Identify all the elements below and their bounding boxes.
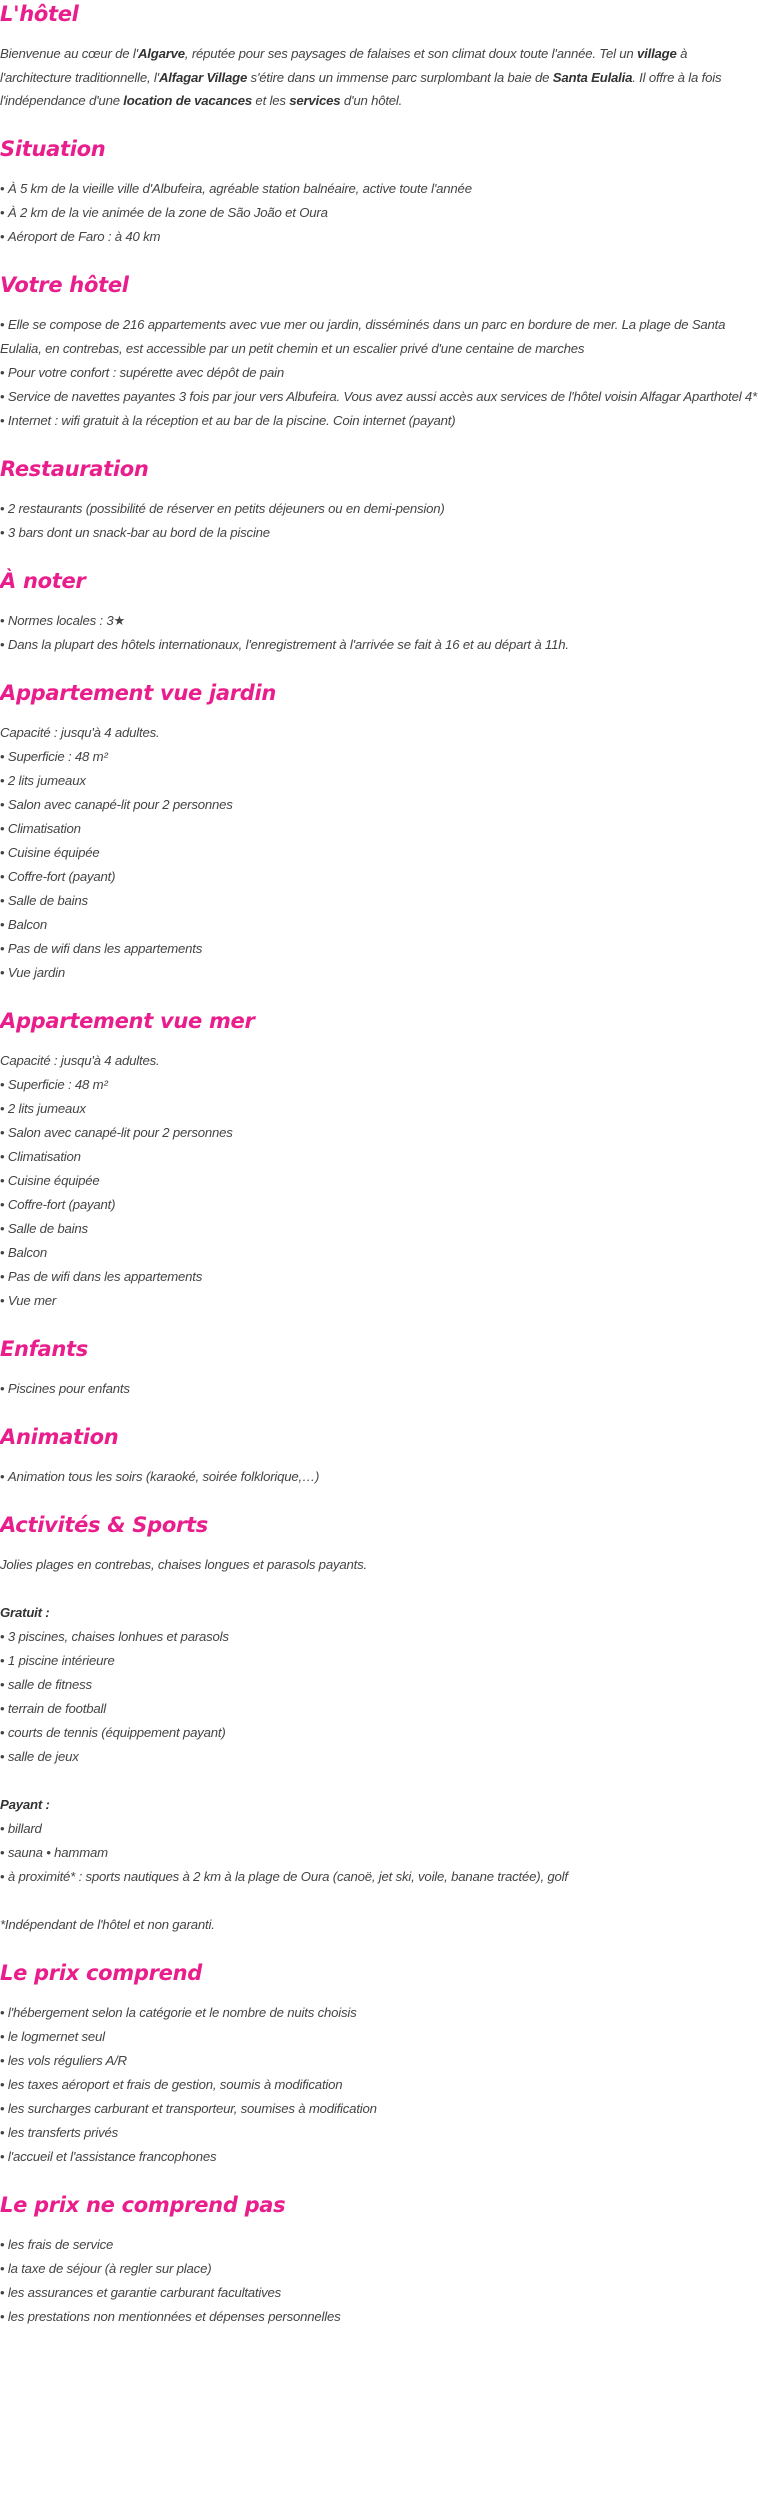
intro-highlight: Algarve (137, 46, 185, 61)
list-item: • Aéroport de Faro : à 40 km (0, 225, 758, 249)
prix-ne-comprend-pas-list (0, 2233, 758, 2329)
section-title-activites-sports: Activités & Sports (0, 1512, 208, 1537)
list-item: • billard (0, 1817, 758, 1841)
list-item: • 1 piscine intérieure (0, 1649, 758, 1673)
list-item: • Balcon (0, 913, 758, 937)
section-appartement-mer (0, 1007, 758, 1313)
list-item: • Salon avec canapé-lit pour 2 personnes (0, 793, 758, 817)
animation-list (0, 1465, 758, 1489)
section-activites-sports (0, 1511, 758, 1937)
list-item: • Coffre-fort (payant) (0, 865, 758, 889)
list-item: • 2 lits jumeaux (0, 1097, 758, 1121)
list-item: • terrain de football (0, 1697, 758, 1721)
section-enfants (0, 1335, 758, 1401)
list-item: • Salle de bains (0, 889, 758, 913)
list-item: • À 2 km de la vie animée de la zone de São João et Oura (0, 201, 758, 225)
appartement-jardin-list (0, 745, 758, 985)
hotel-intro (0, 42, 758, 113)
section-a-noter (0, 567, 758, 657)
list-item: • Elle se compose de 216 appartements avec vue mer ou jardin, disséminés dans un parc en bordure de mer. La plage de Santa Eulalia, en contrebas, est accessible par un petit chemin et un escalier privé d'une centaine de marches (0, 313, 758, 361)
activites-note: *Indépendant de l'hôtel et non garanti. (0, 1916, 215, 1932)
a-noter-list (0, 609, 758, 657)
intro-highlight: location de vacances (123, 93, 252, 108)
list-item: • Cuisine équipée (0, 1169, 758, 1193)
list-item: • À 5 km de la vieille ville d'Albufeira, agréable station balnéaire, active toute l'année (0, 177, 758, 201)
section-title-enfants: Enfants (0, 1336, 88, 1361)
list-item: • Normes locales : 3★ (0, 609, 758, 633)
list-item: • Superficie : 48 m² (0, 1073, 758, 1097)
section-title-hotel: L'hôtel (0, 2, 79, 26)
list-item: • Vue jardin (0, 961, 758, 985)
intro-highlight: services (289, 93, 341, 108)
list-item: • 2 lits jumeaux (0, 769, 758, 793)
list-item: • les transferts privés (0, 2121, 758, 2145)
list-item: • Pour votre confort : supérette avec dépôt de pain (0, 361, 758, 385)
restauration-list (0, 497, 758, 545)
intro-text-run: , réputée pour ses paysages de falaises et son climat doux toute l'année. Tel un (184, 46, 638, 61)
intro-text-run: d'un hôtel. (340, 93, 403, 108)
list-item: • la taxe de séjour (à regler sur place) (0, 2257, 758, 2281)
list-item: • les prestations non mentionnées et dépenses personnelles (0, 2305, 758, 2329)
gratuit-label: Gratuit : (0, 1604, 50, 1620)
section-title-situation: Situation (0, 136, 106, 161)
section-title-a-noter: À noter (0, 568, 86, 593)
list-item: • les taxes aéroport et frais de gestion, soumis à modification (0, 2073, 758, 2097)
list-item: • Animation tous les soirs (karaoké, soirée folklorique,…) (0, 1465, 758, 1489)
section-hotel (0, 0, 758, 113)
list-item: • Climatisation (0, 1145, 758, 1169)
intro-text-run: à l'architecture traditionnelle, l' (0, 46, 688, 85)
section-title-prix-ne-comprend-pas: Le prix ne comprend pas (0, 2192, 286, 2217)
hotel-intro-text (0, 42, 758, 113)
section-title-votre-hotel: Votre hôtel (0, 272, 129, 297)
intro-text-run: Bienvenue au cœur de l' (0, 46, 138, 61)
intro-highlight: village (637, 46, 677, 61)
section-title-prix-comprend: Le prix comprend (0, 1960, 202, 1985)
list-item: • 3 bars dont un snack-bar au bord de la piscine (0, 521, 758, 545)
intro-highlight: Santa Eulalia (552, 69, 633, 85)
list-item: • Climatisation (0, 817, 758, 841)
gratuit-list (0, 1625, 758, 1769)
list-item: • Dans la plupart des hôtels internationaux, l'enregistrement à l'arrivée se fait à 16 et au départ à 11h. (0, 633, 758, 657)
intro-highlight: Alfagar Village (158, 69, 248, 85)
section-title-appartement-mer: Appartement vue mer (0, 1008, 255, 1033)
section-situation (0, 135, 758, 249)
appartement-mer-list (0, 1073, 758, 1313)
intro-text-run: . Il offre à la fois l'indépendance d'une (0, 69, 722, 108)
intro-text-run: s'étire dans un immense parc surplombant la baie de (247, 69, 553, 85)
section-animation (0, 1423, 758, 1489)
list-item: • Coffre-fort (payant) (0, 1193, 758, 1217)
list-item: • Vue mer (0, 1289, 758, 1313)
list-item: • Cuisine équipée (0, 841, 758, 865)
list-item: • les vols réguliers A/R (0, 2049, 758, 2073)
list-item: • Service de navettes payantes 3 fois par jour vers Albufeira. Vous avez aussi accès aux services de l'hôtel voisin Alfagar Aparthotel 4* (0, 385, 758, 409)
list-item: • salle de jeux (0, 1745, 758, 1769)
payant-label: Payant : (0, 1796, 50, 1812)
list-item: • Salon avec canapé-lit pour 2 personnes (0, 1121, 758, 1145)
list-item: • Salle de bains (0, 1217, 758, 1241)
votre-hotel-list (0, 313, 758, 433)
list-item: • les surcharges carburant et transporteur, soumises à modification (0, 2097, 758, 2121)
list-item: • Balcon (0, 1241, 758, 1265)
enfants-list (0, 1377, 758, 1401)
section-prix-ne-comprend-pas (0, 2191, 758, 2329)
list-item: • les frais de service (0, 2233, 758, 2257)
section-restauration (0, 455, 758, 545)
prix-comprend-list (0, 2001, 758, 2169)
list-item: • sauna • hammam (0, 1841, 758, 1865)
section-title-animation: Animation (0, 1424, 119, 1449)
section-prix-comprend (0, 1959, 758, 2169)
list-item: • 2 restaurants (possibilité de réserver en petits déjeuners ou en demi-pension) (0, 497, 758, 521)
list-item: • l'accueil et l'assistance francophones (0, 2145, 758, 2169)
list-item: • l'hébergement selon la catégorie et le nombre de nuits choisis (0, 2001, 758, 2025)
section-title-appartement-jardin: Appartement vue jardin (0, 680, 277, 705)
list-item: • salle de fitness (0, 1673, 758, 1697)
section-title-restauration: Restauration (0, 456, 149, 481)
list-item: • Pas de wifi dans les appartements (0, 937, 758, 961)
list-item: • Pas de wifi dans les appartements (0, 1265, 758, 1289)
section-appartement-jardin (0, 679, 758, 985)
list-item: • courts de tennis (équippement payant) (0, 1721, 758, 1745)
capacity-text: Capacité : jusqu'à 4 adultes. (0, 1052, 160, 1068)
intro-text-run: et les (251, 93, 290, 108)
list-item: • Internet : wifi gratuit à la réception et au bar de la piscine. Coin internet (payant) (0, 409, 758, 433)
list-item: • à proximité* : sports nautiques à 2 km à la plage de Oura (canoë, jet ski, voile, banane tractée), golf (0, 1865, 758, 1889)
list-item: • le logmernet seul (0, 2025, 758, 2049)
activites-intro: Jolies plages en contrebas, chaises longues et parasols payants. (0, 1556, 367, 1572)
situation-list (0, 177, 758, 249)
section-votre-hotel (0, 271, 758, 433)
list-item: • 3 piscines, chaises lonhues et parasols (0, 1625, 758, 1649)
list-item: • Superficie : 48 m² (0, 745, 758, 769)
list-item: • Piscines pour enfants (0, 1377, 758, 1401)
list-item: • les assurances et garantie carburant facultatives (0, 2281, 758, 2305)
payant-list (0, 1817, 758, 1889)
capacity-text: Capacité : jusqu'à 4 adultes. (0, 724, 160, 740)
